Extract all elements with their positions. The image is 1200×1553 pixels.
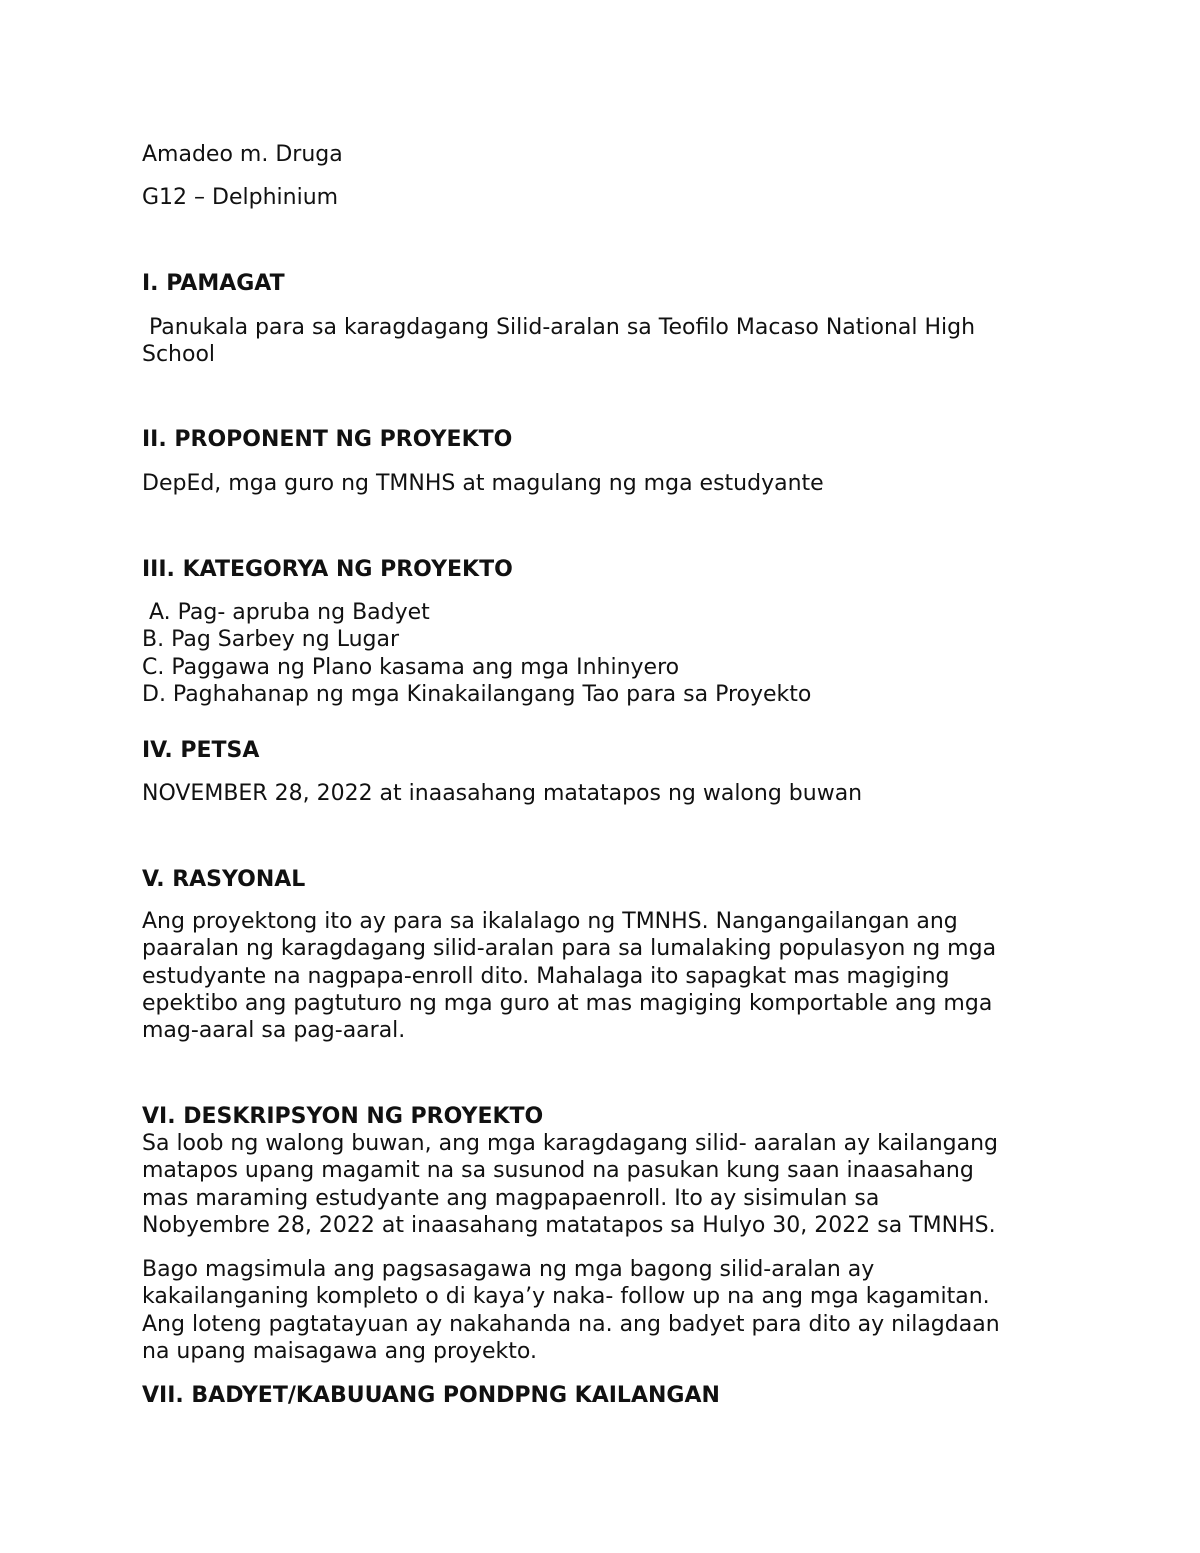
deskripsyon-line: kakailanganing kompleto o di kaya’y naka- follow up na ang mga kagamitan. [142,1284,990,1310]
deskripsyon-line: Sa loob ng walong buwan, ang mga karagdagang silid- aaralan ay kailangang [142,1131,999,1156]
pamagat-line: Panukala para sa karagdagang Silid-aralan sa Teofilo Macaso National High [142,315,976,340]
heading-deskripsyon: VI. DESKRIPSYON NG PROYEKTO [142,1104,544,1129]
heading-pamagat: I. PAMAGAT [142,271,285,296]
kategorya-list [142,599,1072,708]
petsa-text: NOVEMBER 28, 2022 at inaasahang matatapos ng walong buwan [142,781,863,806]
deskripsyon-paragraph-1 [142,1130,1072,1239]
heading-rasyonal: V. RASYONAL [142,867,306,892]
proponent-text: DepEd, mga guro ng TMNHS at magulang ng mga estudyante [142,471,824,496]
list-item: D. Paghahanap ng mga Kinakailangang Tao para sa Proyekto [142,681,812,707]
rasyonal-line: estudyante na nagpapa-enroll dito. Mahalaga ito sapagkat mas magiging [142,963,950,989]
deskripsyon-line: Bago magsimula ang pagsasagawa ng mga bagong silid-aralan ay [142,1257,875,1282]
rasyonal-line: mag-aaral sa pag-aaral. [142,1018,406,1044]
deskripsyon-line: Nobyembre 28, 2022 at inaasahang matatapos sa Hulyo 30, 2022 sa TMNHS. [142,1212,996,1238]
list-item: B. Pag Sarbey ng Lugar [142,627,400,653]
heading-badyet: VII. BADYET/KABUUANG PONDPNG KAILANGAN [142,1383,720,1408]
pamagat-text [142,314,1072,369]
document-page [142,0,1072,1553]
deskripsyon-line: mas maraming estudyante ang magpapaenroll. Ito ay sisimulan sa [142,1185,880,1211]
author-name: Amadeo m. Druga [142,142,343,167]
deskripsyon-line: Ang loteng pagtatayuan ay nakahanda na. ang badyet para dito ay nilagdaan [142,1311,1000,1337]
rasyonal-line: Ang proyektong ito ay para sa ikalalago ng TMNHS. Nangangailangan ang [142,909,958,934]
rasyonal-line: epektibo ang pagtuturo ng mga guro at mas magiging komportable ang mga [142,990,993,1016]
heading-petsa: IV. PETSA [142,738,260,763]
rasyonal-line: paaralan ng karagdagang silid-aralan para sa lumalaking populasyon ng mga [142,936,997,962]
deskripsyon-paragraph-2 [142,1256,1072,1365]
deskripsyon-line: na upang maisagawa ang proyekto. [142,1338,537,1364]
pamagat-line: School [142,342,216,368]
list-item: A. Pag- apruba ng Badyet [142,600,430,625]
deskripsyon-line: matapos upang magamit na sa susunod na pasukan kung saan inaasahang [142,1158,974,1184]
list-item: C. Paggawa ng Plano kasama ang mga Inhinyero [142,654,680,680]
heading-proponent: II. PROPONENT NG PROYEKTO [142,427,513,452]
author-section: G12 – Delphinium [142,185,339,210]
heading-kategorya: III. KATEGORYA NG PROYEKTO [142,557,513,582]
rasyonal-text [142,908,1072,1044]
